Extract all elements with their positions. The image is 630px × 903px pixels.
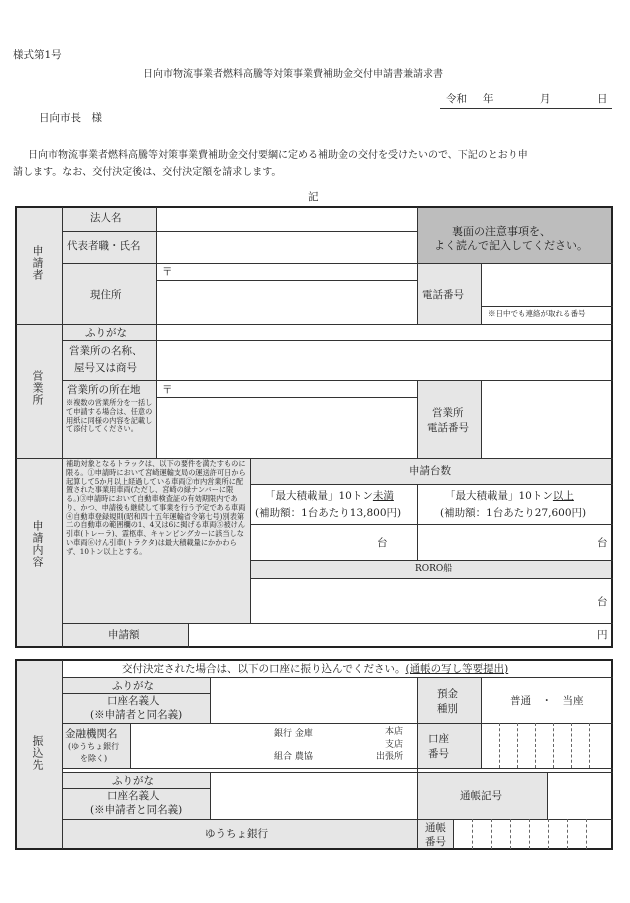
phone-label: 電話番号 xyxy=(422,289,464,301)
holder-label-1: 口座名義人 xyxy=(107,695,160,707)
over10-unit: 台 xyxy=(597,537,608,549)
form-number: 様式第1号 xyxy=(13,49,62,61)
count-header: 申請台数 xyxy=(409,465,451,477)
branch-shucchoujo: 出張所 xyxy=(376,752,404,762)
passbook-label-2: 番号 xyxy=(425,836,446,848)
deposit-label-2: 種別 xyxy=(437,703,458,715)
office-location-label: 営業所の所在地 xyxy=(67,384,141,396)
requirements-text: 補助対象となるトラックは、以下の要件を満たすものに限る。①申請時において宮崎運輸支局の運送許可日から起算して5か月以上経過している車両②市内営業所に配置された事業用車両(ただし、宮崎の緑ナンバーに限る。)③申請時において自動車検査証の有効期限内であり、かつ、申請後も継続して事業を行う予定である車両④自動車登録規則(昭和四十五年運輸省令第七号)別表第二の自動車の範囲欄の1、4又は6に掲げる車両⑤被けん引車(トレーラ)、霊柩車、キャンピングカーに該当しない車両⑥けん引車(トラクタ)は最大積載量にかかわらず、10トン以上とする。 xyxy=(66,459,246,556)
passbook-symbol-label: 通帳記号 xyxy=(460,790,502,802)
office-name-label-1: 営業所の名称、 xyxy=(69,345,143,357)
date-era: 令和 xyxy=(446,93,467,105)
holder2-label-2: (※申請者と同名義) xyxy=(90,804,183,816)
over10-amount: (補助額：1台あたり27,600円) xyxy=(440,507,587,519)
amount-label: 申請額 xyxy=(108,629,140,641)
address-label: 現住所 xyxy=(90,289,122,301)
office-phone-label-2: 電話番号 xyxy=(427,422,469,434)
bank-kinko: 銀行 金庫 xyxy=(274,729,313,739)
account-label-1: 口座 xyxy=(428,733,449,745)
intro-line1: 日向市物流事業者燃料高騰等対策事業費補助金交付要綱に定める補助金の交付を受けたいので、下記のとおり申 xyxy=(28,150,528,161)
holder-furigana-label: ふりがな xyxy=(112,680,154,692)
section-office: 営業所 xyxy=(31,370,44,406)
office-postal-mark: 〒 xyxy=(162,384,173,396)
date-month: 月 xyxy=(540,93,551,105)
notice-line1: 裏面の注意事項を、 xyxy=(452,225,551,238)
office-phone-label-1: 営業所 xyxy=(432,407,464,419)
intro-line2: 請します。なお、交付決定後は、交付決定額を請求します。 xyxy=(13,167,282,178)
holder2-furigana-label: ふりがな xyxy=(112,775,154,787)
roro-label: RORO船 xyxy=(415,564,453,574)
branch-shiten: 支店 xyxy=(385,740,404,750)
over10-label: 「最大積載量」10トン以上 xyxy=(445,490,574,502)
institution-note-1: (ゆうちょ銀行 xyxy=(68,742,120,751)
under10-amount: (補助額：1台あたり13,800円) xyxy=(255,507,402,519)
deposit-label-1: 預金 xyxy=(437,688,458,700)
institution-label: 金融機関名 xyxy=(65,728,118,740)
passbook-label-1: 通帳 xyxy=(425,822,446,834)
corp-name-label: 法人名 xyxy=(90,212,122,224)
deposit-options: 普通 ・ 当座 xyxy=(510,695,584,707)
section-bank: 振込先 xyxy=(31,735,44,771)
institution-note-2: を除く) xyxy=(80,754,108,763)
postal-mark: 〒 xyxy=(162,266,173,278)
date-year: 年 xyxy=(483,93,494,105)
ki-heading: 記 xyxy=(308,191,319,203)
phone-note: ※日中でも連絡が取れる番号 xyxy=(488,309,586,318)
section-application: 申請内容 xyxy=(31,520,44,568)
page-title: 日向市物流事業者燃料高騰等対策事業費補助金交付申請書兼請求書 xyxy=(143,69,443,80)
date-underline xyxy=(440,108,612,109)
office-name-label-2: 屋号又は商号 xyxy=(74,362,137,374)
holder2-label-1: 口座名義人 xyxy=(107,790,160,802)
date-day: 日 xyxy=(597,93,608,105)
bank-instruction: 交付決定された場合は、以下の口座に振り込んでください。(通帳の写し等要提出) xyxy=(122,663,509,675)
yucho-label: ゆうちょ銀行 xyxy=(205,828,268,840)
office-furigana-label: ふりがな xyxy=(85,327,127,339)
under10-label: 「最大積載量」10トン未満 xyxy=(265,490,394,502)
under10-unit: 台 xyxy=(377,537,388,549)
branch-honten: 本店 xyxy=(385,727,404,737)
rep-name-label: 代表者職・氏名 xyxy=(67,240,141,252)
section-applicant: 申請者 xyxy=(31,245,44,281)
account-label-2: 番号 xyxy=(428,748,449,760)
office-note: ※複数の営業所分を一括して申請する場合は、任意の用紙に同様の内容を記載して添付してください。 xyxy=(66,398,153,434)
addressee: 日向市長 様 xyxy=(39,112,102,124)
notice-line2: よく読んで記入してください。 xyxy=(434,239,588,252)
kumiai-noukyou: 組合 農協 xyxy=(274,752,313,762)
roro-unit: 台 xyxy=(597,596,608,608)
yen-unit: 円 xyxy=(597,629,608,641)
holder-label-2: (※申請者と同名義) xyxy=(90,709,183,721)
